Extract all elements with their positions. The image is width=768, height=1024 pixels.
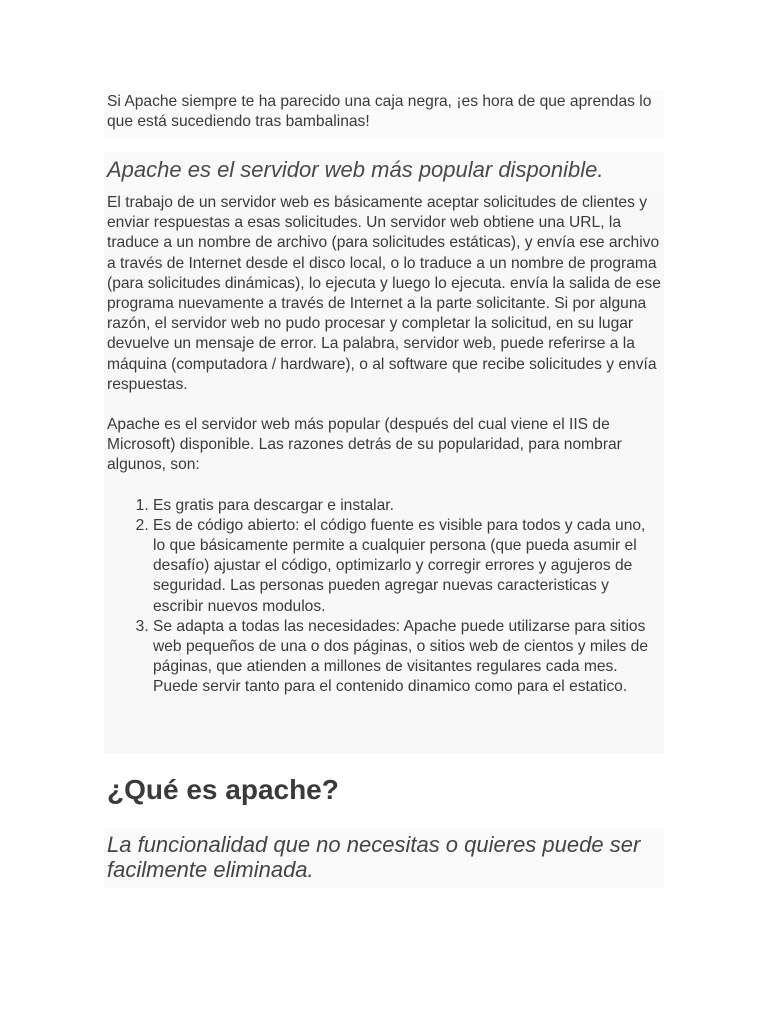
list-item: 2. Es de código abierto: el código fuente es visible para todos y cada uno, lo que básicamente permite a cualquier persona (que pueda asumir el desafío) ajustar el código, optimizarlo y corregir errores y agujeros de seguridad. Las personas pueden agregar nuevas caracteristicas y escribir nuevos modulos. [153,516,661,617]
paragraph-web-server-role: El trabajo de un servidor web es básicamente aceptar solicitudes de clientes y enviar respuestas a esas solicitudes. Un servidor web obtiene una URL, la traduce a un nombre de archivo (para solicitudes estáticas), y envía ese archivo a través de Internet desde el disco local, o lo traduce a un nombre de programa (para solicitudes dinámicas), lo ejecuta y luego lo ejecuta. envía la salida de ese programa nuevamente a través de Internet a la parte solicitante. Si por alguna razón, el servidor web no pudo procesar y completar la solicitud, en su lugar devuelve un mensaje de error. La palabra, servidor web, puede referirse a la máquina (computadora / hardware), o al software que recibe solicitudes y envía respuestas. [107,194,661,393]
list-item: 1. Es gratis para descargar e instalar. [153,496,661,516]
list-item: 3. Se adapta a todas las necesidades: Apache puede utilizarse para sitios web pequeños de una o dos páginas, o sitios web de cientos y miles de páginas, que atienden a millones de visitantes regulares cada mes. Puede servir tanto para el contenido dinamico como para el estatico. [153,617,661,698]
body-section [104,192,664,754]
intro-paragraph: Si Apache siempre te ha parecido una caja negra, ¡es hora de que aprendas lo que está sucediendo tras bambalinas! [104,90,664,138]
reasons-list [107,496,661,698]
subheading-most-popular: Apache es el servidor web más popular disponible. [104,152,664,192]
heading-what-is-apache: ¿Qué es apache? [104,768,664,816]
paragraph-apache-popularity: Apache es el servidor web más popular (después del cual viene el IIS de Microsoft) disponible. Las razones detrás de su popularidad, para nombrar algunos, son: [107,416,622,474]
tagline-functionality: La funcionalidad que no necesitas o quieres puede ser facilmente eliminada. [104,828,664,888]
